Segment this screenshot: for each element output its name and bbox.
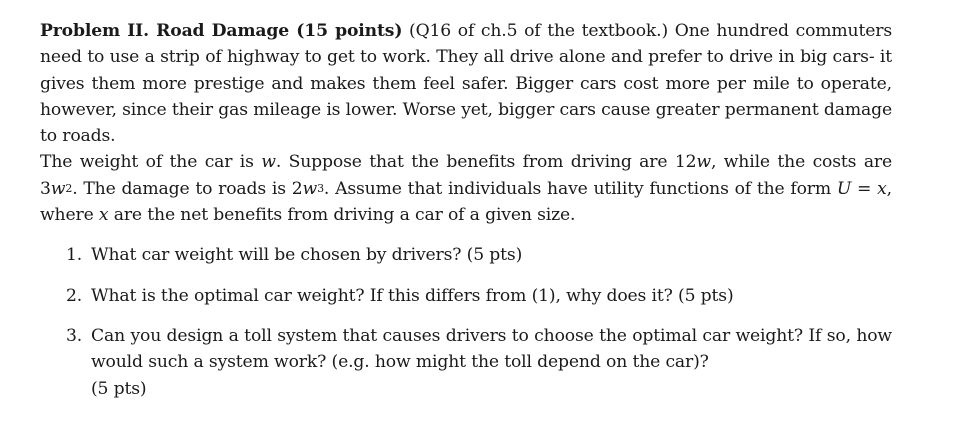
math-variable: w xyxy=(696,152,711,173)
question-number: 3. xyxy=(66,325,83,346)
math-variable: x xyxy=(98,205,109,226)
problem-intro-text: (Q16 of ch.5 of the textbook.) One hundred commuters need to use a strip of highway to get to work. They all drive alone and prefer to drive in big cars- it gives them more prestige and makes them feel safer. Bigger cars cost more per mile to operate, however, since their gas mileage is lower. Worse yet, bigger cars cause greater permanent damage to roads. xyxy=(40,21,892,147)
question-item xyxy=(40,283,892,309)
question-item xyxy=(40,242,892,268)
math-variable: U xyxy=(836,178,852,199)
math-exponent: 3 xyxy=(317,182,324,196)
math-exponent: 2 xyxy=(65,182,73,196)
setup-text: are the net benefits from driving a car of a given size. xyxy=(108,205,576,226)
problem-setup-paragraph xyxy=(40,149,892,228)
setup-text: . Suppose that the benefits from driving are 12 xyxy=(275,152,697,173)
question-text: What is the optimal car weight? If this differs from (1), why does it? (5 pts) xyxy=(91,285,734,306)
math-variable: w xyxy=(261,152,276,173)
question-item xyxy=(40,323,892,402)
question-text: What car weight will be chosen by drivers? (5 pts) xyxy=(91,245,523,266)
problem-heading: Problem II. Road Damage (15 points) xyxy=(40,21,403,41)
setup-text: . Assume that individuals have utility functions of the form xyxy=(323,178,837,199)
problem-document xyxy=(40,18,892,416)
question-number: 2. xyxy=(66,285,83,306)
setup-text: The weight of the car is xyxy=(40,152,262,173)
question-number: 1. xyxy=(66,245,83,266)
problem-intro-paragraph xyxy=(40,18,892,149)
question-text: Can you design a toll system that causes drivers to choose the optimal car weight? If so, how would such a system work? (e.g. how might the toll depend on the car)? xyxy=(91,325,892,373)
question-points: (5 pts) xyxy=(91,378,147,399)
setup-text: , while the costs are 3 xyxy=(40,152,893,199)
question-list xyxy=(40,242,892,401)
math-variable: w xyxy=(302,178,318,199)
setup-text: , where xyxy=(40,178,892,226)
setup-text: . The damage to roads is 2 xyxy=(72,178,303,199)
setup-text: = xyxy=(851,178,878,199)
math-variable: x xyxy=(877,178,887,199)
math-variable: w xyxy=(50,178,66,199)
